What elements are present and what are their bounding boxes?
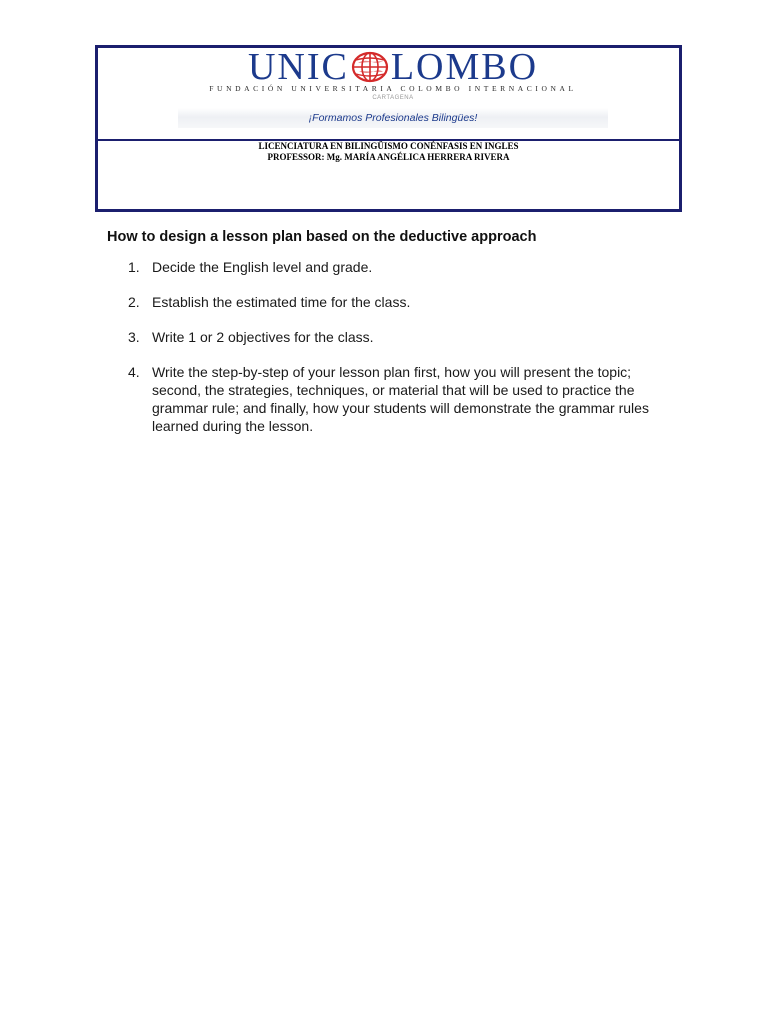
professor-line: PROFESSOR: Mg. MARÍA ANGÉLICA HERRERA RIVERA	[267, 152, 510, 162]
logo-city: CARTAGENA	[372, 95, 414, 101]
list-item	[0, 363, 768, 435]
list-item	[0, 293, 768, 311]
slogan: ¡Formamos Profesionales Bilingües!	[178, 108, 608, 128]
letterhead-box	[95, 45, 682, 212]
logo-wordmark-left: UNIC	[247, 46, 349, 88]
step-number: 3.	[128, 329, 140, 345]
step-text: Write the step-by-step of your lesson plan first, how you will present the topic; second, the strategies, techniques, or material that will be used to practice the grammar rule; and finally, how your students will demonstrate the grammar rules learned during the lesson.	[152, 364, 649, 434]
unicolombo-logo	[178, 48, 608, 86]
course-info	[98, 141, 679, 163]
document-title: How to design a lesson plan based on the deductive approach	[107, 229, 537, 245]
step-text: Write 1 or 2 objectives for the class.	[152, 329, 374, 345]
step-text: Establish the estimated time for the class.	[152, 294, 411, 310]
logo-area	[98, 48, 679, 141]
logo-wordmark-right: LOMBO	[390, 46, 539, 88]
step-number: 2.	[128, 294, 140, 310]
logo-institution-name: FUNDACIÓN UNIVERSITARIA COLOMBO INTERNACIONAL	[209, 84, 577, 93]
step-text: Decide the English level and grade.	[152, 259, 373, 275]
list-item	[0, 258, 768, 276]
list-item	[0, 328, 768, 346]
steps-list	[0, 258, 768, 452]
step-number: 4.	[128, 364, 140, 380]
globe-icon	[350, 50, 390, 84]
program-line: LICENCIATURA EN BILINGÜISMO CONÉNFASIS EN INGLES	[258, 141, 519, 151]
step-number: 1.	[128, 259, 140, 275]
